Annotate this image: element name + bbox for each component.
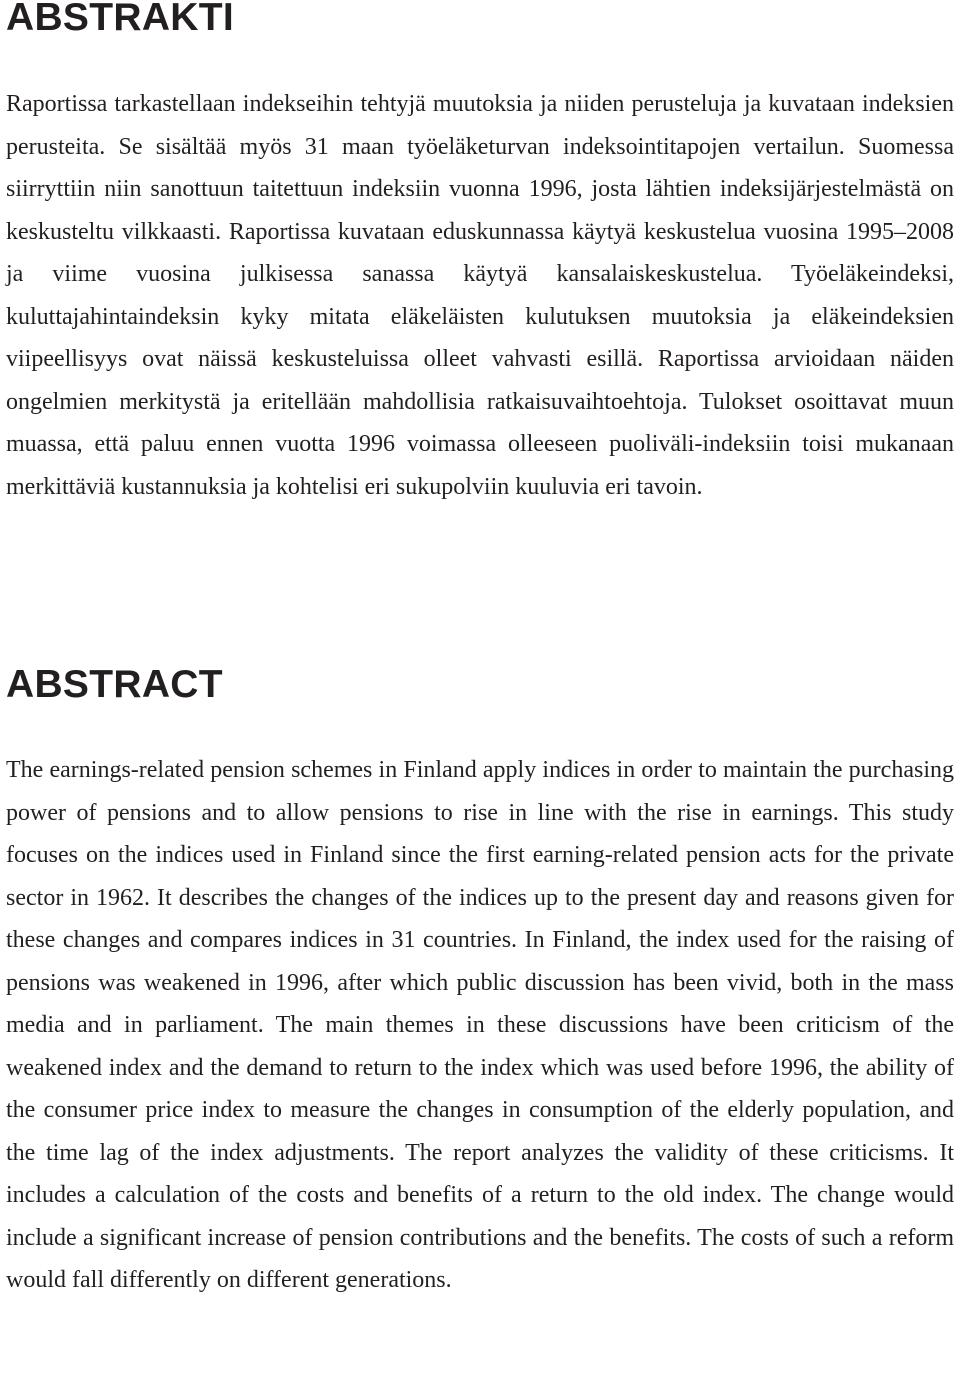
heading-abstrakti: ABSTRAKTI [6, 0, 235, 39]
abstract-english-paragraph: The earnings-related pension schemes in Finland apply indices in order to maintain the purchasing power of pensions and to allow pensions to rise in line with the rise in earnings. This study focuses on the indices used in Finland since the first earning-related pension acts for the private sector in 1962. It describes the changes of the indices up to the present day and reasons given for these changes and compares indices in 31 countries. In Finland, the index used for the raising of pensions was weakened in 1996, after which public discussion has been vivid, both in the mass media and in parliament. The main themes in these discussions have been criticism of the weakened index and the demand to return to the index which was used before 1996, the ability of the consumer price index to measure the changes in consumption of the elderly population, and the time lag of the index adjustments. The report analyzes the validity of these criticisms. It includes a calculation of the costs and benefits of a return to the old index. The change would include a significant increase of pension contributions and the benefits. The costs of such a reform would fall differently on different generations. [6, 757, 954, 1293]
heading-abstract: ABSTRACT [6, 663, 223, 706]
abstract-finnish-paragraph: Raportissa tarkastellaan indekseihin tehtyjä muutoksia ja niiden perusteluja ja kuvataan indeksien perusteita. Se sisältää myös 31 maan työeläketurvan indeksointitapojen vertailun. Suomessa siirryttiin niin sanottuun taitettuun indeksiin vuonna 1996, josta lähtien indeksijärjestelmästä on keskusteltu vilkkaasti. Raportissa kuvataan eduskunnassa käytyä keskustelua vuosina 1995–2008 ja viime vuosina julkisessa sanassa käytyä kansalaiskeskustelua. Työeläkeindeksi, kuluttajahintaindeksin kyky mitata eläkeläisten kulutuksen muutoksia ja eläkeindeksien viipeellisyys ovat näissä keskusteluissa olleet vahvasti esillä. Raportissa arvioidaan näiden ongelmien merkitystä ja eritellään mahdollisia ratkaisuvaihtoehtoja. Tulokset osoittavat muun muassa, että paluu ennen vuotta 1996 voimassa olleeseen puoliväli-indeksiin toisi mukanaan merkittäviä kustannuksia ja kohtelisi eri sukupolviin kuuluvia eri tavoin. [6, 91, 954, 500]
